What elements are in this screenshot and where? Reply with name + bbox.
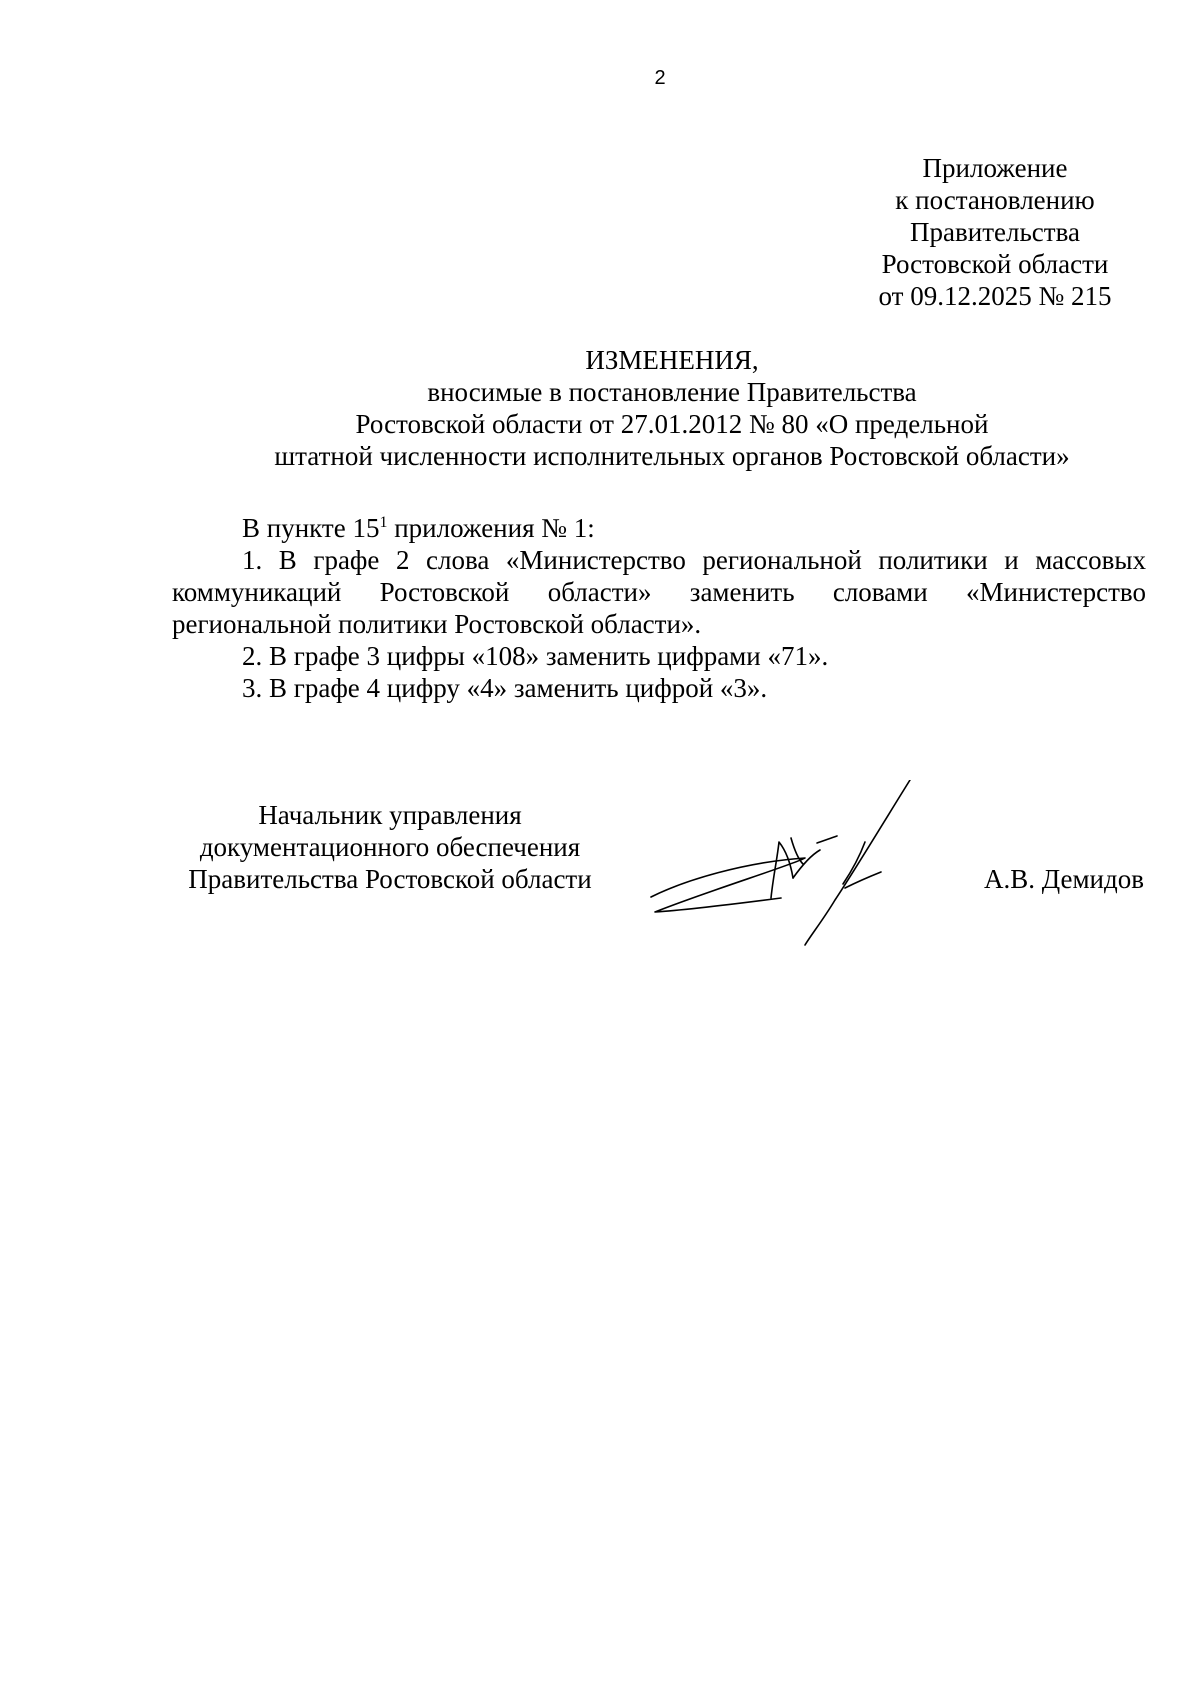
title-line: штатной численности исполнительных органов Ростовской области» — [274, 441, 1070, 471]
signer-name: А.В. Демидов — [983, 864, 1144, 894]
appendix-line: Ростовской области — [881, 249, 1109, 279]
appendix-line: Приложение — [922, 153, 1068, 183]
document-title — [172, 344, 1172, 472]
intro-paragraph — [172, 512, 1146, 544]
appendix-line: к постановлению — [895, 185, 1095, 215]
signer-position-line: Правительства Ростовской области — [188, 864, 592, 894]
document-body — [172, 512, 1146, 704]
title-line: Ростовской области от 27.01.2012 № 80 «О предельной — [355, 409, 989, 439]
amendment-item-3: 3. В графе 4 цифру «4» заменить цифрой «3». — [242, 673, 768, 703]
signer-position-line: документационного обеспечения — [199, 832, 581, 862]
title-heading: ИЗМЕНЕНИЯ, — [585, 345, 759, 375]
title-line: вносимые в постановление Правительства — [427, 377, 917, 407]
appendix-block — [840, 152, 1150, 312]
appendix-line: от 09.12.2025 № 215 — [878, 281, 1112, 311]
intro-text-end: приложения № 1: — [387, 513, 595, 543]
signer-position — [170, 799, 610, 895]
signer-position-line: Начальник управления — [258, 800, 522, 830]
intro-superscript: 1 — [379, 514, 388, 531]
signature-icon — [645, 780, 945, 950]
amendment-item-2: 2. В графе 3 цифры «108» заменить цифрами «71». — [242, 641, 829, 671]
page-number: 2 — [654, 67, 666, 89]
amendment-item-1: 1. В графе 2 слова «Министерство региональной политики и массовых коммуникаций Ростовской области» заменить словами «Министерство региональной политики Ростовской области». — [172, 545, 1146, 639]
appendix-line: Правительства — [910, 217, 1080, 247]
intro-text: В пункте 15 — [242, 513, 380, 543]
